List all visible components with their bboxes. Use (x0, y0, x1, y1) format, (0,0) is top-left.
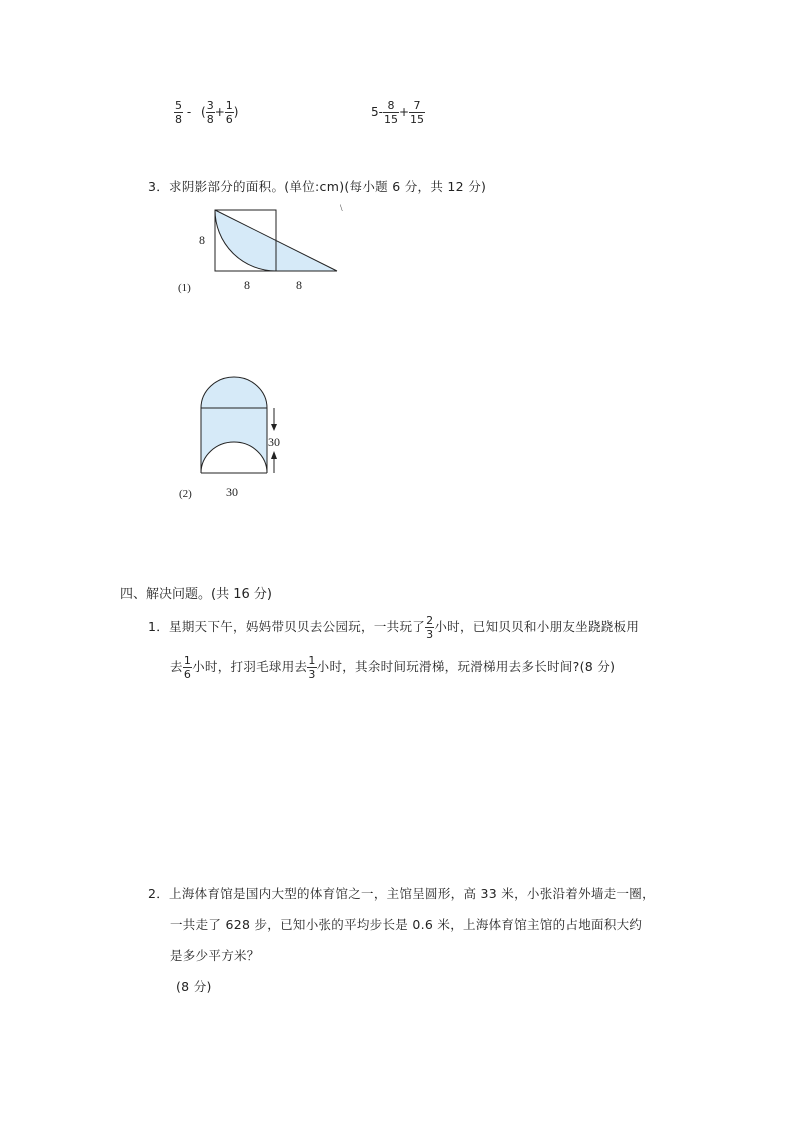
dim-arrow-up-icon (271, 451, 277, 459)
dim-arrow-down-icon (271, 424, 277, 431)
fraction-3-8: $\frac{3}{8}$ (206, 99, 214, 126)
inner-semicircle-cutout (201, 442, 267, 473)
inner-semicircle (201, 442, 267, 473)
plus-sign: + (398, 105, 410, 119)
square-outline (215, 210, 276, 271)
expression-2 (371, 100, 425, 125)
top-semicircle (201, 377, 267, 408)
fig2-width-dim: 30 (226, 485, 238, 499)
minus-sign: - (378, 105, 383, 119)
expression-1 (174, 100, 238, 125)
fig1-label: (1) (178, 282, 191, 294)
question-3-title: 3．求阴影部分的面积。(单位:cm)(每小题 6 分，共 12 分) (148, 179, 487, 194)
fraction-1-6: $\frac{1}{6}$ (225, 99, 233, 126)
whole-number: 5 (371, 105, 379, 119)
fig2-label: (2) (179, 488, 192, 500)
problem-2-line-3: 是多少平方米？ (170, 948, 260, 963)
problem-2-line-4: (8 分) (176, 979, 212, 994)
fig1-bottom-dim-2: 8 (296, 278, 302, 292)
quarter-arc (215, 210, 276, 271)
fig1-bottom-dim-1: 8 (244, 278, 250, 292)
shaded-region-1 (215, 210, 337, 271)
minus-sign: - (186, 105, 192, 119)
problem-2-line-2: 一共走了 628 步，已知小张的平均步长是 0.6 米，上海体育馆主馆的占地面积大约 (170, 917, 643, 932)
fraction-8-15: $\frac{8}{15}$ (383, 99, 398, 126)
fraction-7-15: $\frac{7}{15}$ (410, 99, 425, 126)
right-paren: ) (233, 105, 239, 119)
problem-2-line-1: 2．上海体育馆是国内大型的体育馆之一，主馆呈圆形，高 33 米，小张沿着外墙走一圈， (148, 886, 655, 901)
fraction-5-8: $\frac{5}{8}$ (175, 99, 182, 126)
stray-tick-mark: \ (340, 203, 343, 213)
fraction-1-3: $\frac{1}{3}$ (308, 654, 316, 681)
fig2-height-dim: 30 (268, 435, 280, 449)
fraction-1-6: $\frac{1}{6}$ (183, 654, 192, 681)
section-4-title: 四、解决问题。(共 16 分) (120, 587, 272, 602)
problem-1-line-1: 1．星期天下午，妈妈带贝贝去公园玩，一共玩了 $\frac{2}{3}$ 小时，已知贝贝和小朋友坐跷跷板用 (148, 614, 640, 641)
diagonal-line (215, 210, 337, 271)
problem-1-line-2: 去 $\frac{1}{6}$ 小时，打羽毛球用去 $\frac{1}{3}$ 小时，其余时间玩滑梯，玩滑梯用去多长时间?(8 分) (170, 654, 616, 681)
fraction-2-3: $\frac{2}{3}$ (426, 614, 434, 641)
fig1-left-dim: 8 (199, 233, 205, 247)
plus-sign: + (214, 105, 225, 119)
shaded-region-2 (201, 377, 267, 473)
left-paren: ( (201, 105, 206, 119)
